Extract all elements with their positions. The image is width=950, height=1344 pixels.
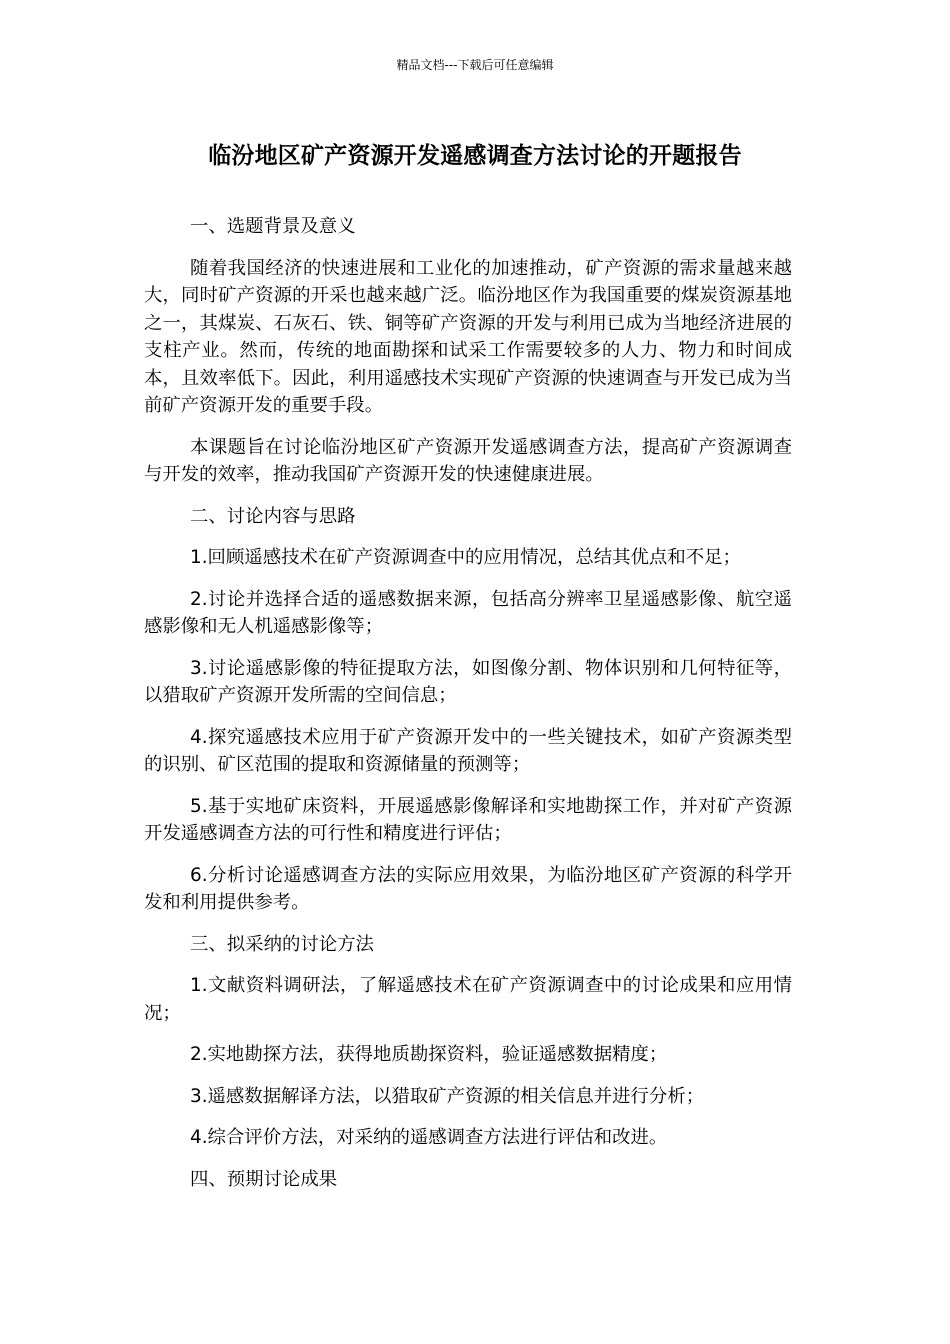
section-heading-content: 二、讨论内容与思路	[190, 505, 356, 527]
content-list-item: 1.回顾遥感技术在矿产资源调查中的应用情况，总结其优点和不足；	[190, 547, 741, 568]
section-heading-outcomes: 四、预期讨论成果	[190, 1168, 338, 1190]
method-list-item: 2.实地勘探方法，获得地质勘探资料，验证遥感数据精度；	[190, 1044, 668, 1065]
paragraph-background: 随着我国经济的快速进展和工业化的加速推动，矿产资源的需求量越来越大，同时矿产资源的开采也越来越广泛。临汾地区作为我国重要的煤炭资源基地之一，其煤炭、石灰石、铁、铜等矿产资源的开发与利用已成为当地经济进展的支柱产业。然而，传统的地面勘探和试采工作需要较多的人力、物力和时间成本，且效率低下。因此，利用遥感技术实现矿产资源的快速调查与开发已成为当前矿产资源开发的重要手段。	[144, 257, 792, 416]
content-list-item: 5.基于实地矿床资料，开展遥感影像解译和实地勘探工作，并对矿产资源开发遥感调查方法的可行性和精度进行评估；	[144, 795, 792, 844]
method-list-item: 1.文献资料调研法，了解遥感技术在矿产资源调查中的讨论成果和应用情况；	[144, 975, 792, 1024]
section-heading-methods: 三、拟采纳的讨论方法	[190, 933, 374, 955]
document-body	[144, 213, 792, 1207]
method-list-item: 4.综合评价方法，对采纳的遥感调查方法进行评估和改进。	[190, 1127, 668, 1148]
document-title: 临汾地区矿产资源开发遥感调查方法讨论的开题报告	[208, 143, 742, 169]
paragraph-purpose: 本课题旨在讨论临汾地区矿产资源开发遥感调查方法，提高矿产资源调查与开发的效率，推动我国矿产资源开发的快速健康进展。	[144, 436, 792, 485]
content-list-item: 3.讨论遥感影像的特征提取方法，如图像分割、物体识别和几何特征等，以猎取矿产资源开发所需的空间信息；	[144, 657, 792, 706]
content-list-item: 4.探究遥感技术应用于矿产资源开发中的一些关键技术，如矿产资源类型的识别、矿区范围的提取和资源储量的预测等；	[144, 726, 792, 775]
content-list-item: 2.讨论并选择合适的遥感数据来源，包括高分辨率卫星遥感影像、航空遥感影像和无人机遥感影像等；	[144, 588, 792, 637]
section-heading-background: 一、选题背景及意义	[190, 216, 356, 237]
page-header: 精品文档---下载后可任意编辑	[396, 58, 554, 72]
method-list-item: 3.遥感数据解译方法，以猎取矿产资源的相关信息并进行分析；	[190, 1085, 705, 1107]
content-list-item: 6.分析讨论遥感调查方法的实际应用效果，为临汾地区矿产资源的科学开发和利用提供参考。	[144, 864, 792, 913]
